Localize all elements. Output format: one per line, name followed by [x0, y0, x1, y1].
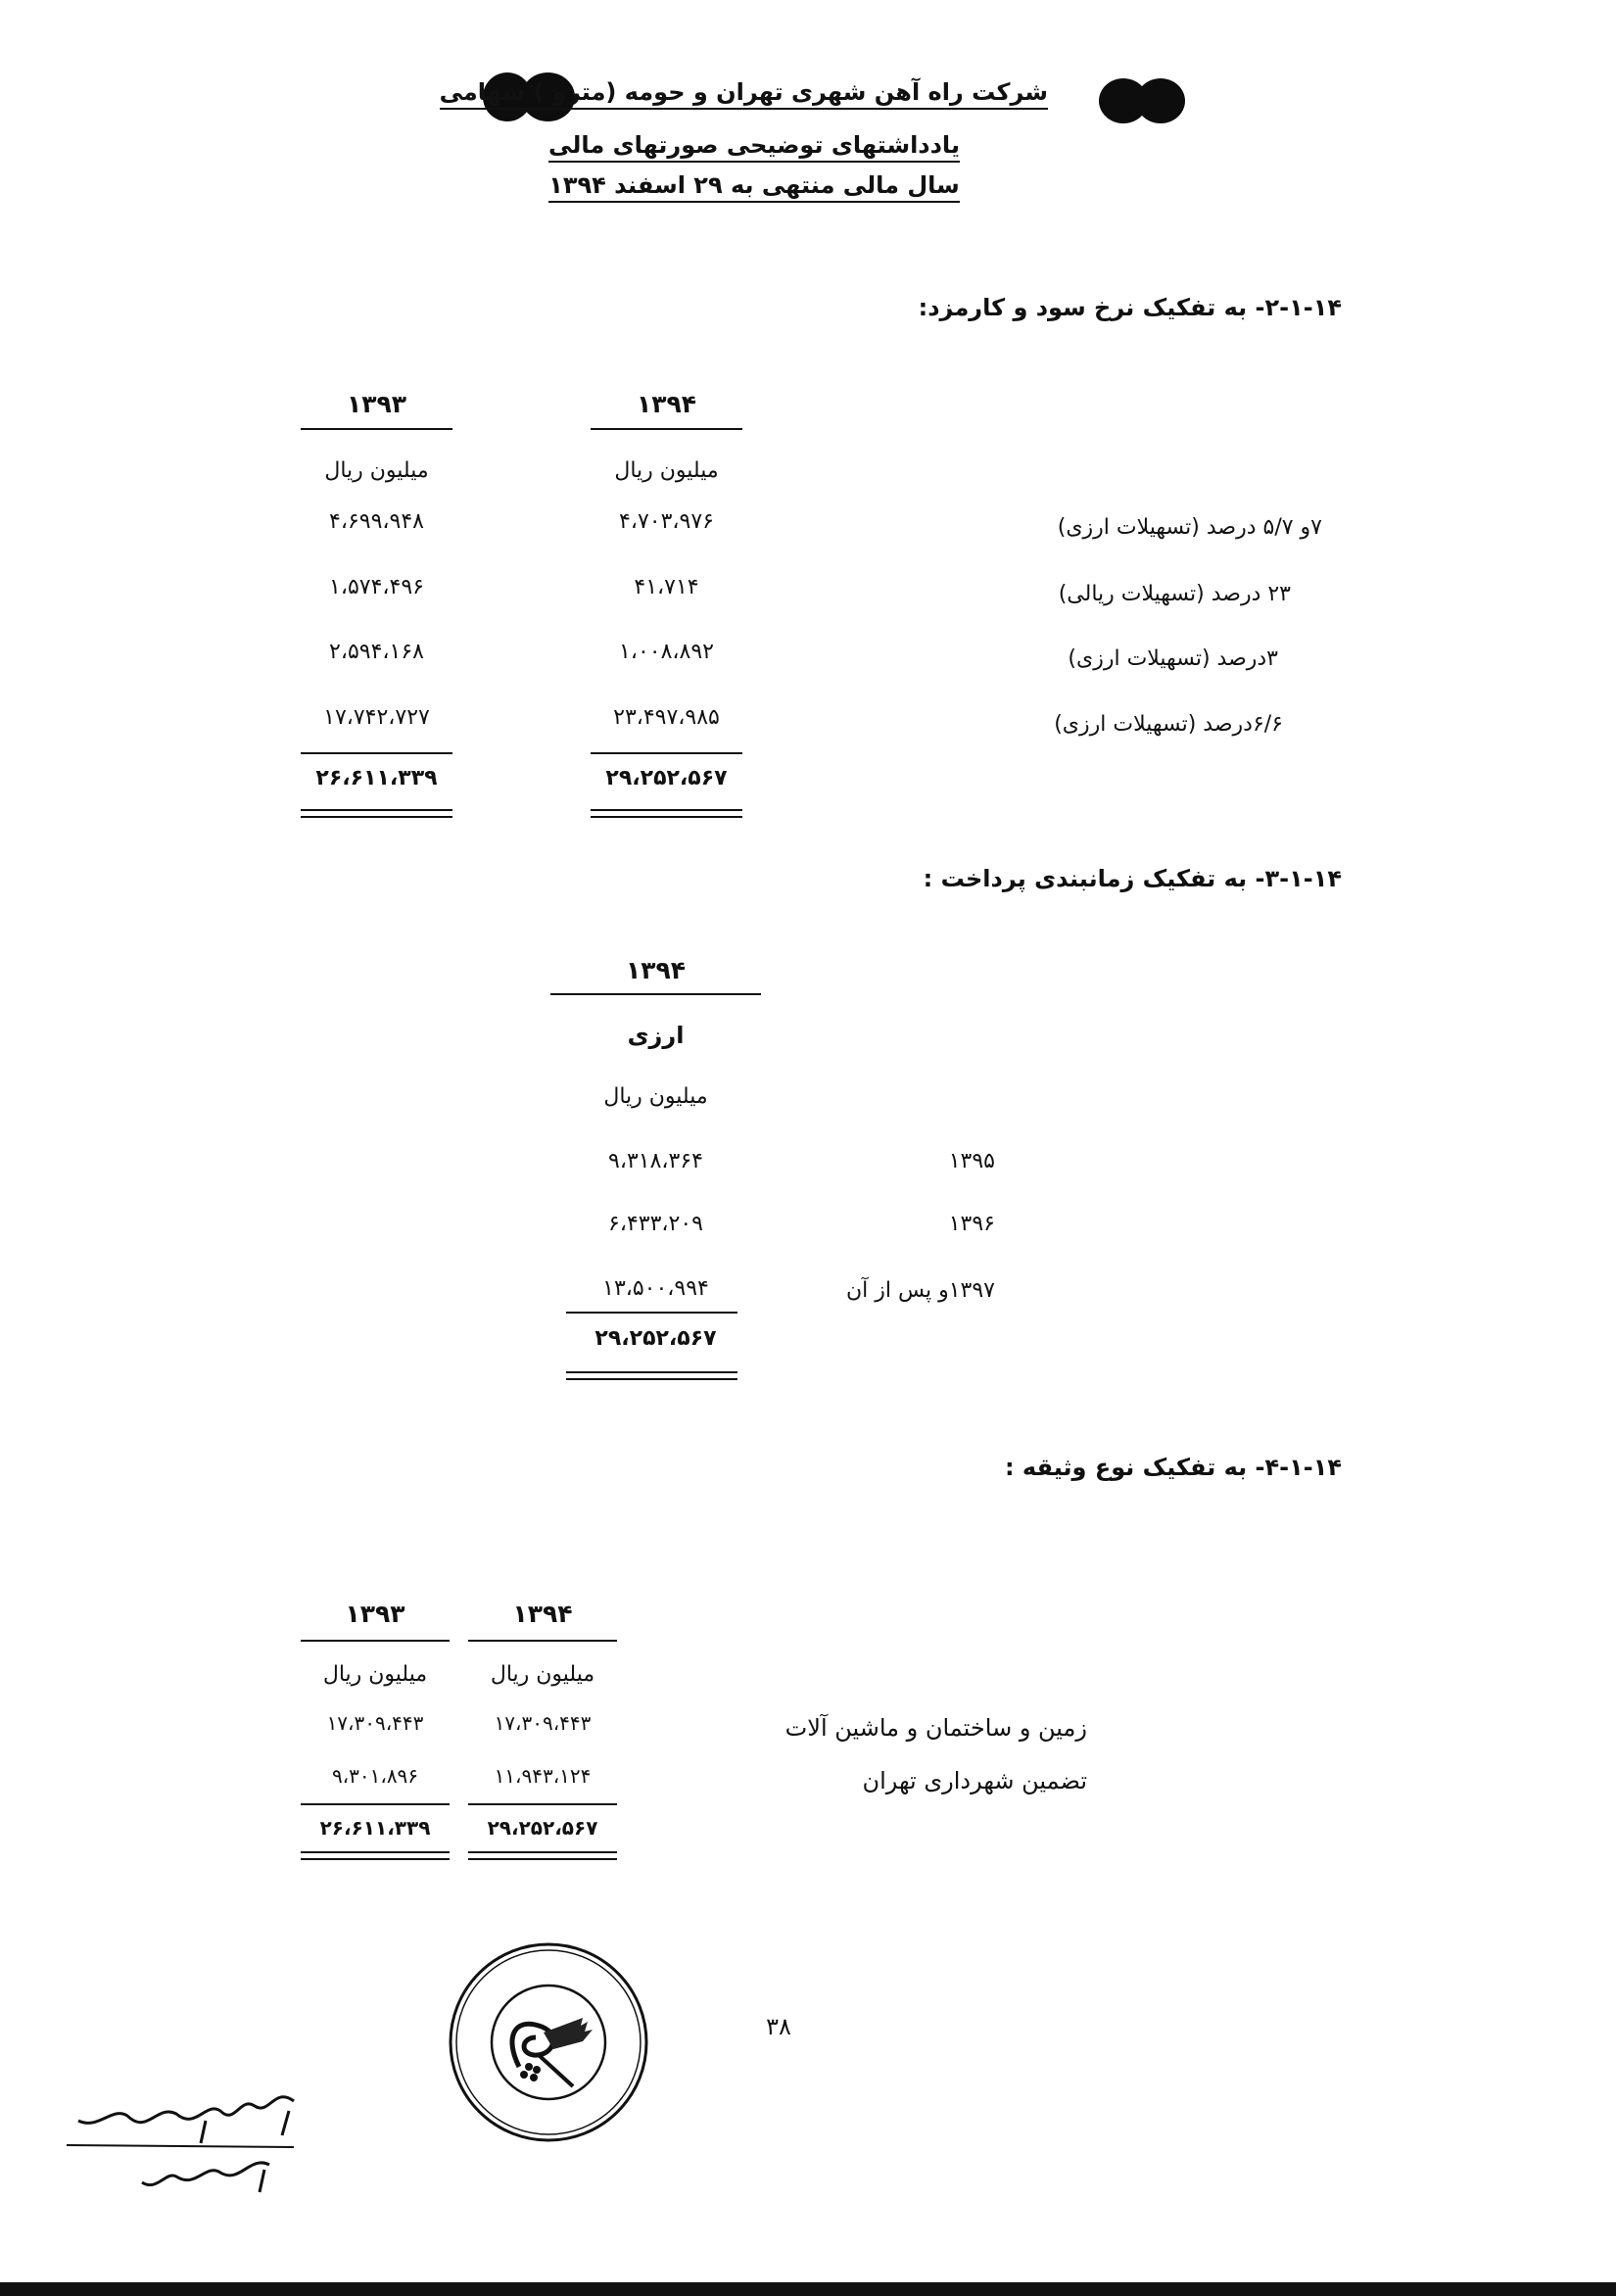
row-label: ۷و ۵/۷ درصد (تسهیلات ارزی): [1057, 515, 1322, 540]
col-header-1394: ۱۳۹۴: [636, 390, 697, 418]
total-1393: ۲۶،۶۱۱،۳۳۹: [315, 766, 438, 790]
col-header-1394: ۱۳۹۴: [625, 956, 687, 984]
fiscal-period: سال مالی منتهی به ۲۹ اسفند ۱۳۹۴: [548, 171, 960, 203]
total-double-rule: [591, 809, 742, 818]
total-double-rule: [301, 1851, 450, 1860]
row-value: ۶،۴۳۳،۲۰۹: [608, 1212, 703, 1236]
value-1393: ۲،۵۹۴،۱۶۸: [329, 640, 424, 664]
section-title-interest-rate: ۲-۱-۱۴- به تفکیک نرخ سود و کارمزد:: [918, 294, 1342, 321]
subtotal-rule: [468, 1803, 617, 1805]
value-1394: ۱۱،۹۴۳،۱۲۴: [494, 1764, 592, 1788]
section-title-collateral-type: ۴-۱-۱۴- به تفکیک نوع وثیقه :: [1004, 1454, 1342, 1481]
section-title-payment-schedule: ۳-۱-۱۴- به تفکیک زمانبندی پرداخت :: [923, 865, 1342, 892]
total-double-rule: [301, 809, 452, 818]
col-header-1393: ۱۳۹۳: [345, 1600, 405, 1628]
total-1394: ۲۹،۲۵۲،۵۶۷: [487, 1816, 598, 1840]
value-1393: ۹،۳۰۱،۸۹۶: [331, 1764, 419, 1788]
row-label: زمین و ساختمان و ماشین آلات: [784, 1714, 1087, 1742]
unit-label-1393: میلیون ریال: [322, 1662, 428, 1687]
col-underline: [550, 993, 761, 995]
col-subheader-currency: ارزی: [627, 1022, 685, 1049]
company-name: شرکت راه آهن شهری تهران و حومه (مترو ) سهامی: [440, 78, 1048, 110]
row-value: ۹،۳۱۸،۳۶۴: [608, 1149, 703, 1173]
redaction-mark-right: [1136, 78, 1185, 123]
col-header-1394: ۱۳۹۴: [512, 1600, 573, 1628]
row-label: ۱۳۹۶: [948, 1212, 995, 1236]
row-label: ۱۳۹۵: [948, 1149, 995, 1173]
total-1393: ۲۶،۶۱۱،۳۳۹: [319, 1816, 431, 1840]
total-value: ۲۹،۲۵۲،۵۶۷: [594, 1326, 717, 1351]
row-label: ۲۳ درصد (تسهیلات ریالی): [1058, 582, 1291, 606]
subtotal-rule: [566, 1312, 737, 1314]
subtotal-rule: [591, 752, 742, 754]
row-label: ۳درصد (تسهیلات ارزی): [1068, 646, 1278, 671]
value-1394: ۴،۷۰۳،۹۷۶: [619, 509, 714, 534]
council-seal: [446, 1939, 651, 2145]
total-1394: ۲۹،۲۵۲،۵۶۷: [605, 766, 728, 790]
row-label: ۱۳۹۷و پس از آن: [845, 1278, 995, 1303]
page-bottom-edge: [0, 2282, 1616, 2296]
report-subtitle: یادداشتهای توضیحی صورتهای مالی: [548, 131, 960, 163]
subtotal-rule: [301, 1803, 450, 1805]
row-value: ۱۳،۵۰۰،۹۹۴: [602, 1276, 709, 1301]
value-1393: ۱۷،۳۰۹،۴۴۳: [326, 1711, 424, 1735]
unit-label: میلیون ریال: [603, 1084, 708, 1109]
col-underline: [591, 428, 742, 430]
col-underline: [301, 1640, 450, 1642]
value-1393: ۴،۶۹۹،۹۴۸: [329, 509, 424, 534]
col-header-1393: ۱۳۹۳: [346, 390, 407, 418]
subtotal-rule: [301, 752, 452, 754]
total-double-rule: [468, 1851, 617, 1860]
unit-label-1394: میلیون ریال: [490, 1662, 595, 1687]
value-1393: ۱،۵۷۴،۴۹۶: [329, 575, 424, 599]
value-1394: ۴۱،۷۱۴: [634, 575, 699, 599]
page-number: ۳۸: [766, 2013, 791, 2040]
col-underline: [468, 1640, 617, 1642]
value-1394: ۲۳،۴۹۷،۹۸۵: [613, 705, 720, 730]
signature: [59, 2077, 313, 2204]
col-underline: [301, 428, 452, 430]
row-label: تضمین شهرداری تهران: [862, 1767, 1087, 1794]
total-double-rule: [566, 1371, 737, 1380]
unit-label-1393: میلیون ریال: [324, 458, 429, 483]
value-1394: ۱،۰۰۸،۸۹۲: [619, 640, 714, 664]
unit-label-1394: میلیون ریال: [614, 458, 719, 483]
row-label: ۶/۶درصد (تسهیلات ارزی): [1054, 712, 1283, 737]
value-1394: ۱۷،۳۰۹،۴۴۳: [494, 1711, 592, 1735]
value-1393: ۱۷،۷۴۲،۷۲۷: [323, 705, 430, 730]
